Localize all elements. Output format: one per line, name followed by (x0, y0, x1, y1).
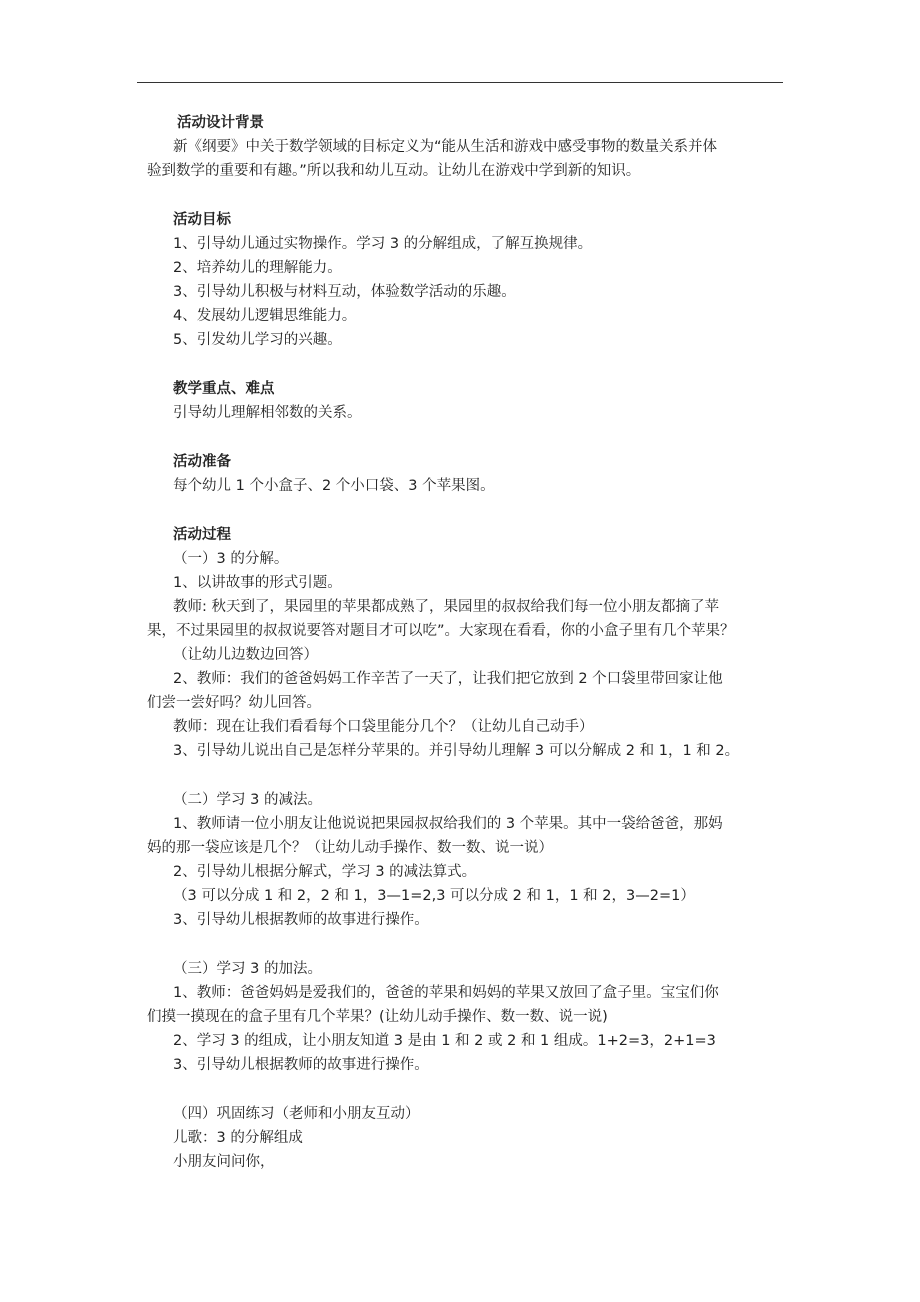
goals-heading: 活动目标 (173, 212, 231, 228)
paragraph-line: 2、引导幼儿根据分解式，学习 3 的减法算式。 (173, 864, 477, 880)
document-body (147, 111, 797, 1174)
background-heading: 活动设计背景 (177, 115, 264, 131)
paragraph-line: 们摸一摸现在的盒子里有几个苹果？(让幼儿动手操作、数一数、说一说) (147, 1009, 608, 1025)
paragraph-line: 儿歌：3 的分解组成 (173, 1130, 303, 1146)
paragraph-line: （3 可以分成 1 和 2，2 和 1，3—1=2,3 可以分成 2 和 1，1 和 2，3—2=1） (173, 888, 695, 904)
paragraph-line: 1、以讲故事的形式引题。 (173, 575, 342, 591)
focus-text: 引导幼儿理解相邻数的关系。 (173, 405, 362, 421)
paragraph-line: 2、教师：我们的爸爸妈妈工作辛苦了一天了，让我们把它放到 2 个口袋里带回家让他 (173, 671, 723, 687)
header-rule (137, 82, 783, 83)
goal-item: 3、引导幼儿积极与材料互动，体验数学活动的乐趣。 (173, 284, 516, 300)
paragraph-line: 小朋友问问你， (173, 1154, 275, 1170)
paragraph-line: 们尝一尝好吗？幼儿回答。 (147, 695, 321, 711)
process-heading: 活动过程 (173, 527, 231, 543)
prep-text: 每个幼儿 1 个小盒子、2 个小口袋、3 个苹果图。 (173, 478, 495, 494)
part-title: （四）巩固练习（老师和小朋友互动） (173, 1106, 420, 1122)
prep-heading: 活动准备 (173, 454, 231, 470)
goal-item: 4、发展幼儿逻辑思维能力。 (173, 308, 357, 324)
paragraph-line: 妈的那一袋应该是几个？（让幼儿动手操作、数一数、说一说） (147, 840, 553, 856)
paragraph-line: 2、学习 3 的组成，让小朋友知道 3 是由 1 和 2 或 2 和 1 组成。1+2=3，2+1=3 (173, 1033, 716, 1049)
part-title: （二）学习 3 的减法。 (173, 792, 322, 808)
paragraph-line: 3、引导幼儿说出自己是怎样分苹果的。并引导幼儿理解 3 可以分解成 2 和 1，1 和 2。 (173, 743, 740, 759)
paragraph-line: 验到数学的重要和有趣。”所以我和幼儿互动。让幼儿在游戏中学到新的知识。 (147, 163, 641, 179)
paragraph-line: （让幼儿边数边回答） (173, 647, 318, 663)
paragraph-line: 新《纲要》中关于数学领域的目标定义为“能从生活和游戏中感受事物的数量关系并体 (173, 139, 718, 155)
paragraph-line: 果，不过果园里的叔叔说要答对题目才可以吃”。大家现在看看，你的小盒子里有几个苹果？ (147, 623, 735, 639)
paragraph-line: 教师：现在让我们看看每个口袋里能分几个？（让幼儿自己动手） (173, 719, 594, 735)
paragraph-line: 1、教师：爸爸妈妈是爱我们的，爸爸的苹果和妈妈的苹果又放回了盒子里。宝宝们你 (173, 985, 719, 1001)
paragraph-line: 1、教师请一位小朋友让他说说把果园叔叔给我们的 3 个苹果。其中一袋给爸爸，那妈 (173, 816, 723, 832)
goal-item: 2、培养幼儿的理解能力。 (173, 260, 342, 276)
part-title: （三）学习 3 的加法。 (173, 961, 322, 977)
paragraph-line: 教师: 秋天到了，果园里的苹果都成熟了，果园里的叔叔给我们每一位小朋友都摘了苹 (173, 599, 719, 615)
part-title: （一）3 的分解。 (173, 551, 289, 567)
focus-heading: 教学重点、难点 (173, 381, 275, 397)
paragraph-line: 3、引导幼儿根据教师的故事进行操作。 (173, 912, 429, 928)
paragraph-line: 3、引导幼儿根据教师的故事进行操作。 (173, 1057, 429, 1073)
goal-item: 5、引发幼儿学习的兴趣。 (173, 332, 342, 348)
goal-item: 1、引导幼儿通过实物操作。学习 3 的分解组成，了解互换规律。 (173, 236, 593, 252)
